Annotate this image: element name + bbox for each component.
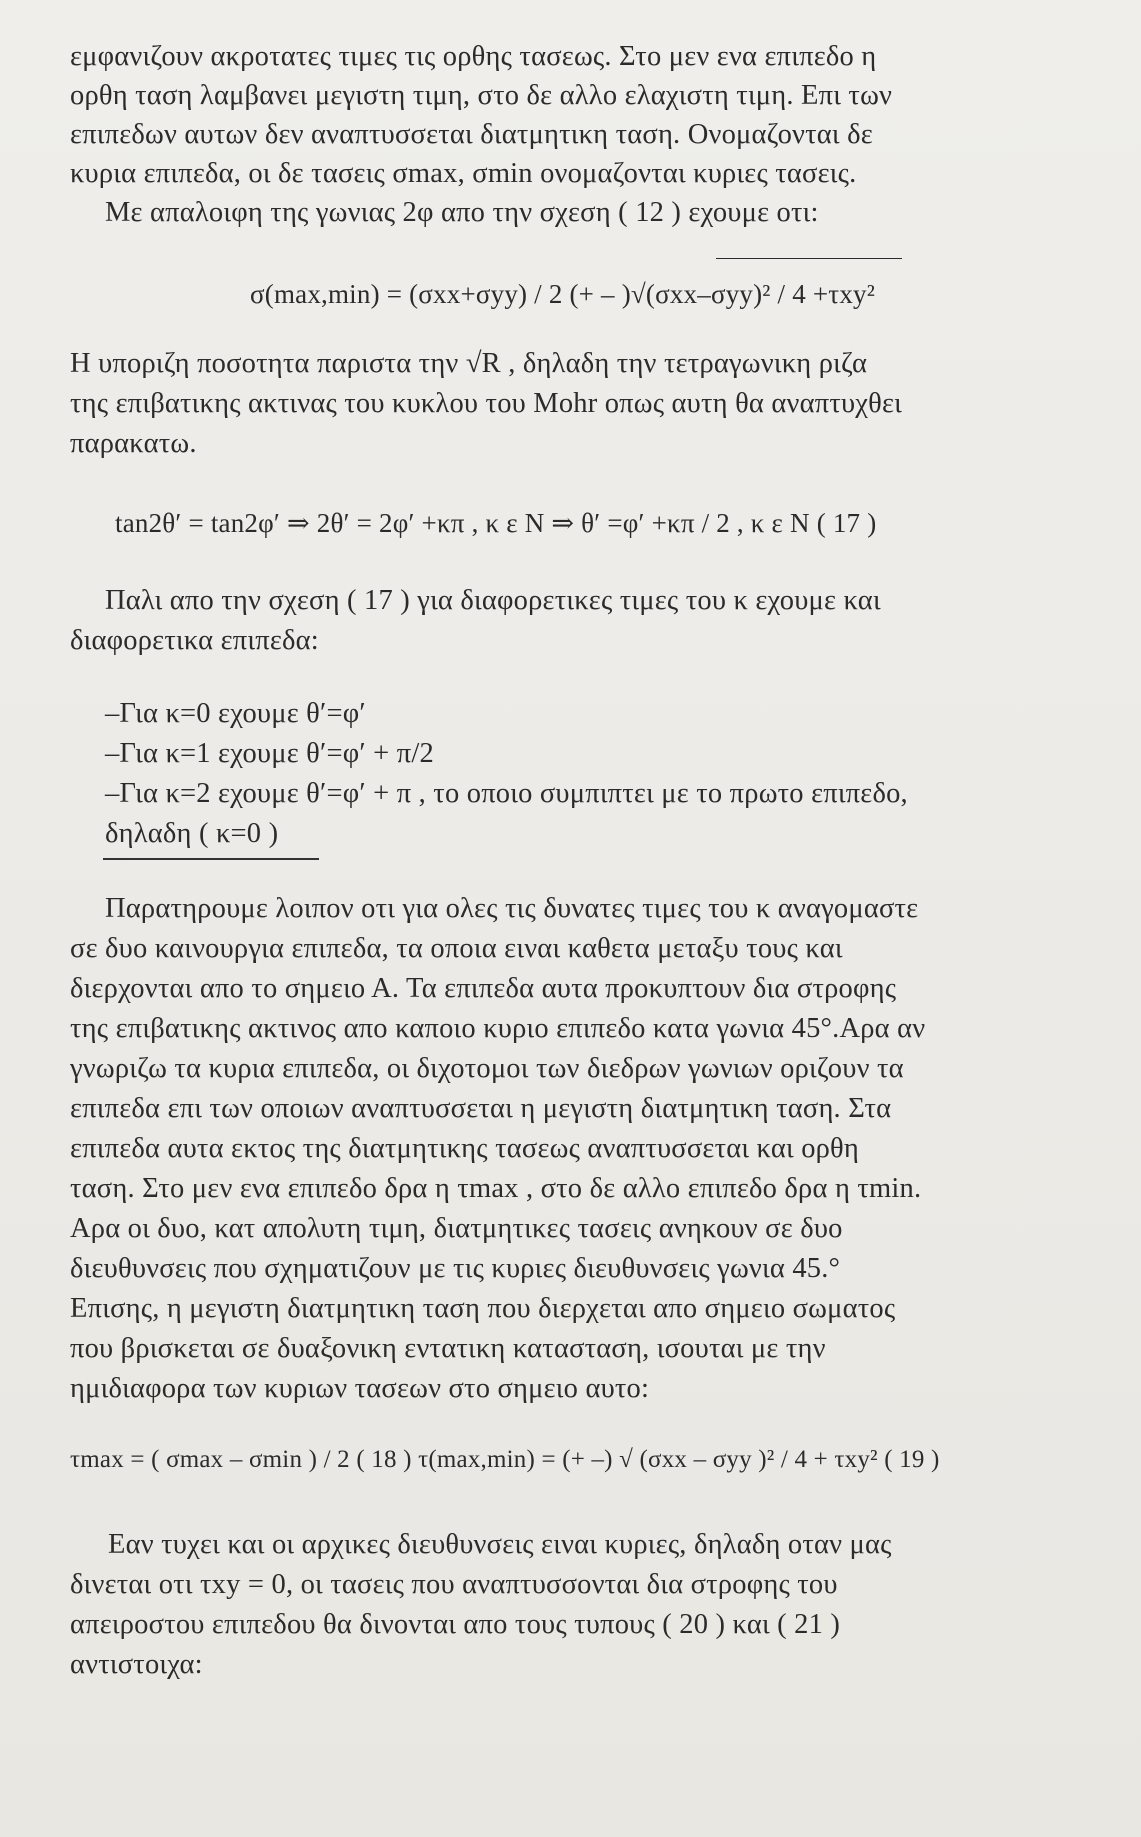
text-line: επιπεδων αυτων δεν αναπτυσσεται διατμητικη ταση. Ονομαζονται δε: [70, 119, 873, 150]
text-line: επιπεδα επι των οποιων αναπτυσσεται η μεγιστη διατμητικη ταση. Στα: [70, 1093, 892, 1124]
text-line: που βρισκεται σε δυαξονικη εντατικη κατασταση, ισουται με την: [70, 1333, 826, 1364]
text-line: διερχονται απο το σημειο Α. Τα επιπεδα αυτα προκυπτουν δια στροφης: [70, 973, 897, 1004]
text-line: επιπεδα αυτα εκτος της διατμητικης τασεως αναπτυσσεται και ορθη: [70, 1133, 860, 1164]
text-line: γνωριζω τα κυρια επιπεδα, οι διχοτομοι των διεδρων γωνιων οριζουν τα: [70, 1053, 904, 1084]
text-line: απειροστου επιπεδου θα δινονται απο τους τυπους ( 20 ) και ( 21 ): [70, 1609, 841, 1640]
list-item: –Για κ=2 εχουμε θ′=φ′ + π , το οποιο συμπιπτει με το πρωτο επιπεδο,: [105, 778, 908, 809]
list-item: –Για κ=1 εχουμε θ′=φ′ + π/2: [105, 738, 434, 769]
text-line: ορθη ταση λαμβανει μεγιστη τιμη, στο δε αλλο ελαχιστη τιμη. Επι των: [70, 80, 893, 111]
text-line: Παλι απο την σχεση ( 17 ) για διαφορετικες τιμες του κ εχουμε και: [105, 585, 881, 616]
text-line: ταση. Στο μεν ενα επιπεδο δρα η τmax , στο δε αλλο επιπεδο δρα η τmin.: [70, 1173, 922, 1204]
text-line: Εαν τυχει και οι αρχικες διευθυνσεις ειναι κυριες, δηλαδη οταν μας: [108, 1529, 892, 1560]
text-line: Επισης, η μεγιστη διατμητικη ταση που διερχεται απο σημειο σωματος: [70, 1293, 896, 1324]
text-line: δινεται οτι τxy = 0, οι τασεις που αναπτυσσονται δια στροφης του: [70, 1569, 838, 1600]
text-line: Η υποριζη ποσοτητα παριστα την √R , δηλαδη την τετραγωνικη ριζα: [70, 348, 868, 379]
text-line: της επιβατικης ακτινας του κυκλου του Mohr οπως αυτη θα αναπτυχθει: [70, 388, 903, 419]
text-line: σε δυο καινουργια επιπεδα, τα οποια ειναι καθετα μεταξυ τους και: [70, 933, 843, 964]
underline-rule: [103, 858, 319, 860]
list-item: –Για κ=0 εχουμε θ′=φ′: [105, 698, 366, 729]
list-item: δηλαδη ( κ=0 ): [105, 818, 279, 849]
equation-17: tan2θ′ = tan2φ′ ⇒ 2θ′ = 2φ′ +κπ , κ ε N ⇒ θ′ =φ′ +κπ / 2 , κ ε N ( 17 ): [115, 508, 877, 538]
text-line: ημιδιαφορα των κυριων τασεων στο σημειο αυτο:: [70, 1373, 650, 1404]
text-line: Αρα οι δυο, κατ απολυτη τιμη, διατμητικες τασεις ανηκουν σε δυο: [70, 1213, 843, 1244]
equation-principal-stresses: σ(max,min) = (σxx+σyy) / 2 (+ – )√(σxx–σyy)² / 4 +τxy²: [250, 279, 876, 309]
text-line: διευθυνσεις που σχηματιζουν με τις κυριες διευθυνσεις γωνια 45.°: [70, 1253, 841, 1284]
text-line: κυρια επιπεδα, οι δε τασεις σmax, σmin ονομαζονται κυριες τασεις.: [70, 158, 857, 189]
text-line: της επιβατικης ακτινος απο καποιο κυριο επιπεδο κατα γωνια 45°.Αρα αν: [70, 1013, 926, 1044]
text-line: διαφορετικα επιπεδα:: [70, 625, 319, 656]
text-line: εμφανιζουν ακροτατες τιμες τις ορθης τασεως. Στο μεν ενα επιπεδο η: [70, 41, 877, 72]
text-line: Παρατηρουμε λοιπον οτι για ολες τις δυνατες τιμες του κ αναγομαστε: [105, 893, 919, 924]
text-line: παρακατω.: [70, 428, 197, 459]
text-line: Με απαλοιφη της γωνιας 2φ απο την σχεση ( 12 ) εχουμε οτι:: [105, 197, 819, 228]
equation-18-19: τmax = ( σmax – σmin ) / 2 ( 18 ) τ(max,min) = (+ –) √ (σxx – σyy )² / 4 + τxy² ( 19 ): [70, 1446, 940, 1473]
sqrt-vinculum: [716, 258, 902, 259]
text-line: αντιστοιχα:: [70, 1649, 203, 1680]
